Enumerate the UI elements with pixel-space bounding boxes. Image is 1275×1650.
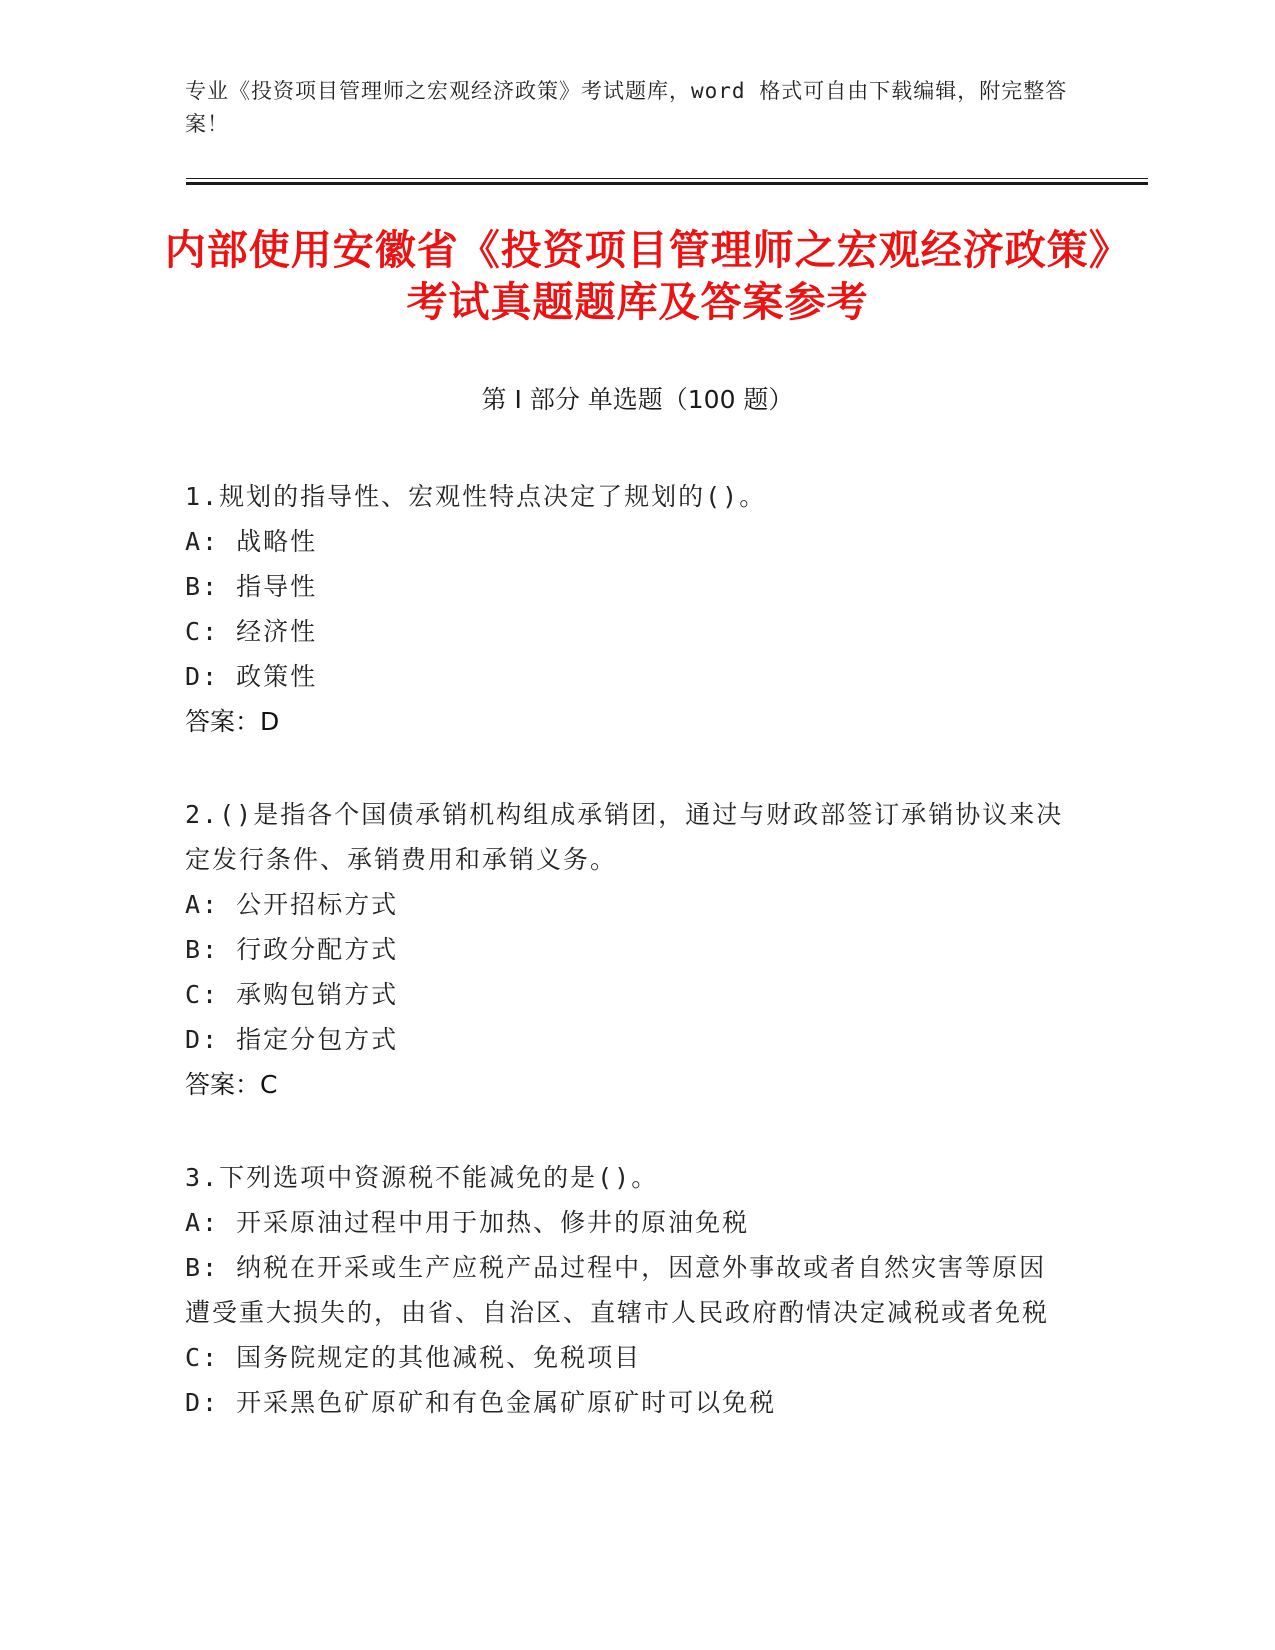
- header-note: 专业《投资项目管理师之宏观经济政策》考试题库，word 格式可自由下载编辑，附完整答案！: [185, 79, 1068, 136]
- option-c: C: 经济性: [185, 617, 318, 646]
- question-3: [185, 1155, 1065, 1425]
- option-a: A: 开采原油过程中用于加热、修井的原油免税: [185, 1208, 750, 1237]
- option-d: D: 政策性: [185, 662, 318, 691]
- question-stem: 2.()是指各个国债承销机构组成承销团，通过与财政部签订承销协议来决定发行条件、承销费用和承销义务。: [185, 800, 1064, 874]
- document-title: 内部使用安徽省《投资项目管理师之宏观经济政策》考试真题题库及答案参考: [164, 226, 1111, 326]
- section-title: 第 I 部分 单选题（100 题）: [481, 385, 794, 414]
- option-c: C: 国务院规定的其他减税、免税项目: [185, 1343, 642, 1372]
- option-b: B: 纳税在开采或生产应税产品过程中，因意外事故或者自然灾害等原因遭受重大损失的，由省、自治区、直辖市人民政府酌情决定减税或者免税: [185, 1253, 1050, 1327]
- header-rule-thick: [186, 182, 1148, 185]
- question-1: [185, 474, 1065, 744]
- option-b: B: 行政分配方式: [185, 935, 399, 964]
- question-stem: 3.下列选项中资源税不能减免的是()。: [185, 1163, 659, 1192]
- answer-line: 答案：D: [185, 707, 280, 736]
- option-d: D: 开采黑色矿原矿和有色金属矿原矿时可以免税: [185, 1388, 777, 1417]
- header-rule-thin: [186, 178, 1148, 179]
- option-d: D: 指定分包方式: [185, 1025, 399, 1054]
- answer-line: 答案：C: [185, 1070, 278, 1099]
- question-2: [185, 792, 1065, 1107]
- option-a: A: 公开招标方式: [185, 890, 399, 919]
- option-c: C: 承购包销方式: [185, 980, 399, 1009]
- question-list: [185, 474, 1065, 1473]
- question-stem: 1.规划的指导性、宏观性特点决定了规划的()。: [185, 482, 767, 511]
- option-a: A: 战略性: [185, 527, 318, 556]
- option-b: B: 指导性: [185, 572, 318, 601]
